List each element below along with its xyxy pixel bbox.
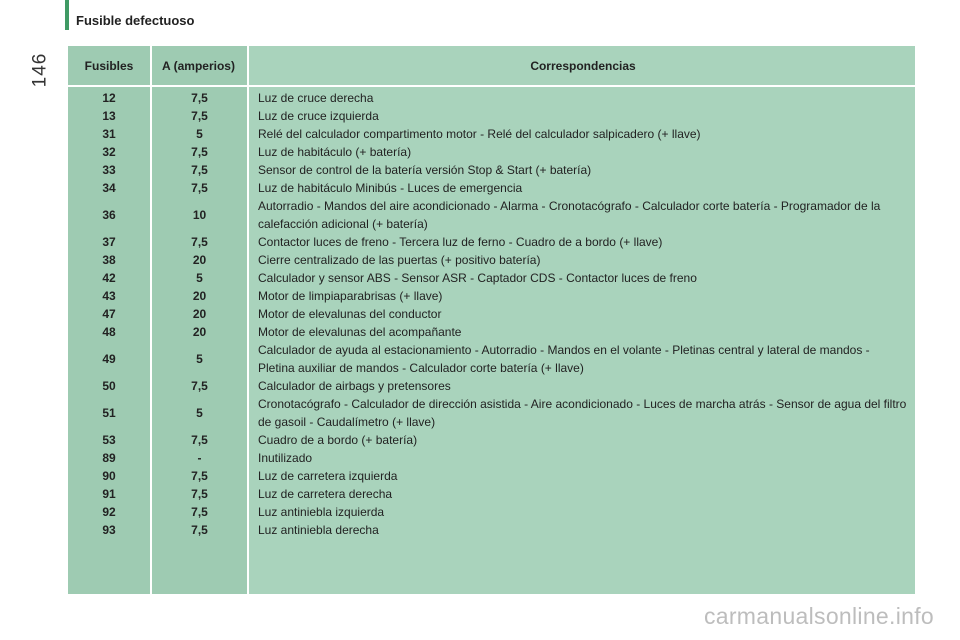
table-row <box>68 431 915 449</box>
fuse-number: 90 <box>102 469 116 483</box>
header-amperios: A (amperios) <box>162 58 235 73</box>
fuse-function: Luz de cruce derecha <box>258 91 374 105</box>
fuse-function: Calculador de ayuda al estacionamiento - Autorradio - Mandos en el volante - Pletinas central y lateral de mandos - Pletina auxiliar de mandos - Calculador corte batería (+ llave) <box>258 343 870 375</box>
fuse-function: Luz antiniebla derecha <box>258 523 379 537</box>
table-row <box>68 485 915 503</box>
fuse-amperage: 7,5 <box>191 91 208 105</box>
fuse-number: 38 <box>102 253 116 267</box>
fuse-amperage: 7,5 <box>191 109 208 123</box>
fuse-amperage: 20 <box>192 253 207 267</box>
fuse-amperage: 10 <box>192 208 207 222</box>
table-row <box>68 377 915 395</box>
fuse-function: Motor de elevalunas del conductor <box>258 307 442 321</box>
table-row <box>68 305 915 323</box>
table-row <box>68 251 915 269</box>
fuse-number: 93 <box>102 523 116 537</box>
fuse-function: Inutilizado <box>258 451 313 465</box>
fuse-number: 33 <box>102 163 116 177</box>
fuse-amperage: 7,5 <box>191 487 208 501</box>
fuse-function: Contactor luces de freno - Tercera luz de ferno - Cuadro de a bordo (+ llave) <box>258 235 663 249</box>
fuse-number: 91 <box>102 487 116 501</box>
fuse-function: Autorradio - Mandos del aire acondicionado - Alarma - Cronotacógrafo - Calculador corte batería - Programador de la calefacción adicional (+ batería) <box>258 199 881 231</box>
fuse-amperage: 20 <box>192 307 207 321</box>
fuse-amperage: 7,5 <box>191 469 208 483</box>
table-row <box>68 125 915 143</box>
fuse-amperage: 7,5 <box>191 379 208 393</box>
fuse-number: 53 <box>102 433 116 447</box>
watermark: carmanualsonline.info <box>703 603 934 629</box>
fuse-number: 13 <box>102 109 116 123</box>
section-title: Fusible defectuoso <box>76 13 195 28</box>
fuse-amperage: - <box>197 451 202 465</box>
header-correspondencias: Correspondencias <box>530 58 636 73</box>
table-row <box>68 107 915 125</box>
table-row <box>68 89 915 107</box>
fuse-number: 31 <box>102 127 116 141</box>
table-row <box>68 449 915 467</box>
fuse-function: Cronotacógrafo - Calculador de dirección asistida - Aire acondicionado - Luces de marcha atrás - Sensor de agua del filtro de gasoil - Caudalímetro (+ llave) <box>258 397 907 429</box>
fuse-table <box>68 46 915 594</box>
fuse-number: 92 <box>102 505 116 519</box>
fuse-amperage: 7,5 <box>191 505 208 519</box>
fuse-number: 48 <box>102 325 116 339</box>
table-row <box>68 503 915 521</box>
table-row <box>68 197 915 233</box>
fuse-function: Sensor de control de la batería versión Stop & Start (+ batería) <box>258 163 592 177</box>
fuse-function: Luz de carretera izquierda <box>258 469 398 483</box>
table-row <box>68 395 915 431</box>
fuse-amperage: 7,5 <box>191 163 208 177</box>
fuse-amperage: 5 <box>196 127 203 141</box>
fuse-function: Motor de elevalunas del acompañante <box>258 325 462 339</box>
fuse-amperage: 5 <box>196 352 203 366</box>
fuse-amperage: 20 <box>192 289 207 303</box>
table-row <box>68 467 915 485</box>
fuse-function: Luz de habitáculo Minibús - Luces de emergencia <box>258 181 523 195</box>
fuse-number: 36 <box>102 208 116 222</box>
fuse-function: Luz de habitáculo (+ batería) <box>258 145 412 159</box>
fuse-function: Calculador de airbags y pretensores <box>258 379 451 393</box>
fuse-number: 43 <box>102 289 116 303</box>
fuse-amperage: 7,5 <box>191 181 208 195</box>
table-row <box>68 233 915 251</box>
fuse-function: Motor de limpiaparabrisas (+ llave) <box>258 289 443 303</box>
fuse-number: 34 <box>102 181 116 195</box>
section-accent-bar <box>65 0 69 30</box>
fuse-number: 50 <box>102 379 116 393</box>
table-row <box>68 323 915 341</box>
fuse-number: 49 <box>102 352 116 366</box>
fuse-amperage: 5 <box>196 271 203 285</box>
fuse-number: 37 <box>102 235 116 249</box>
fuse-amperage: 7,5 <box>191 523 208 537</box>
fuse-function: Luz antiniebla izquierda <box>258 505 385 519</box>
fuse-amperage: 7,5 <box>191 235 208 249</box>
table-row <box>68 341 915 377</box>
fuse-function: Relé del calculador compartimento motor - Relé del calculador salpicadero (+ llave) <box>258 127 701 141</box>
fuse-number: 42 <box>102 271 116 285</box>
fuse-function: Calculador y sensor ABS - Sensor ASR - Captador CDS - Contactor luces de freno <box>258 271 697 285</box>
header-fusibles: Fusibles <box>84 58 134 73</box>
table-row <box>68 179 915 197</box>
table-row <box>68 269 915 287</box>
table-row <box>68 143 915 161</box>
fuse-amperage: 7,5 <box>191 433 208 447</box>
table-header <box>68 46 915 85</box>
page-number <box>26 40 54 100</box>
table-row <box>68 521 915 539</box>
fuse-number: 51 <box>102 406 116 420</box>
fuse-amperage: 20 <box>192 325 207 339</box>
fuse-number: 47 <box>102 307 116 321</box>
fuse-function: Cierre centralizado de las puertas (+ positivo batería) <box>258 253 541 267</box>
fuse-function: Cuadro de a bordo (+ batería) <box>258 433 418 447</box>
fuse-function: Luz de cruce izquierda <box>258 109 379 123</box>
table-row <box>68 161 915 179</box>
fuse-function: Luz de carretera derecha <box>258 487 393 501</box>
fuse-number: 32 <box>102 145 116 159</box>
fuse-amperage: 7,5 <box>191 145 208 159</box>
table-body <box>68 89 915 539</box>
page-number-text: 146 <box>29 52 51 88</box>
fuse-number: 89 <box>102 451 116 465</box>
fuse-number: 12 <box>102 91 116 105</box>
header-divider <box>68 85 915 87</box>
table-row <box>68 287 915 305</box>
fuse-amperage: 5 <box>196 406 203 420</box>
